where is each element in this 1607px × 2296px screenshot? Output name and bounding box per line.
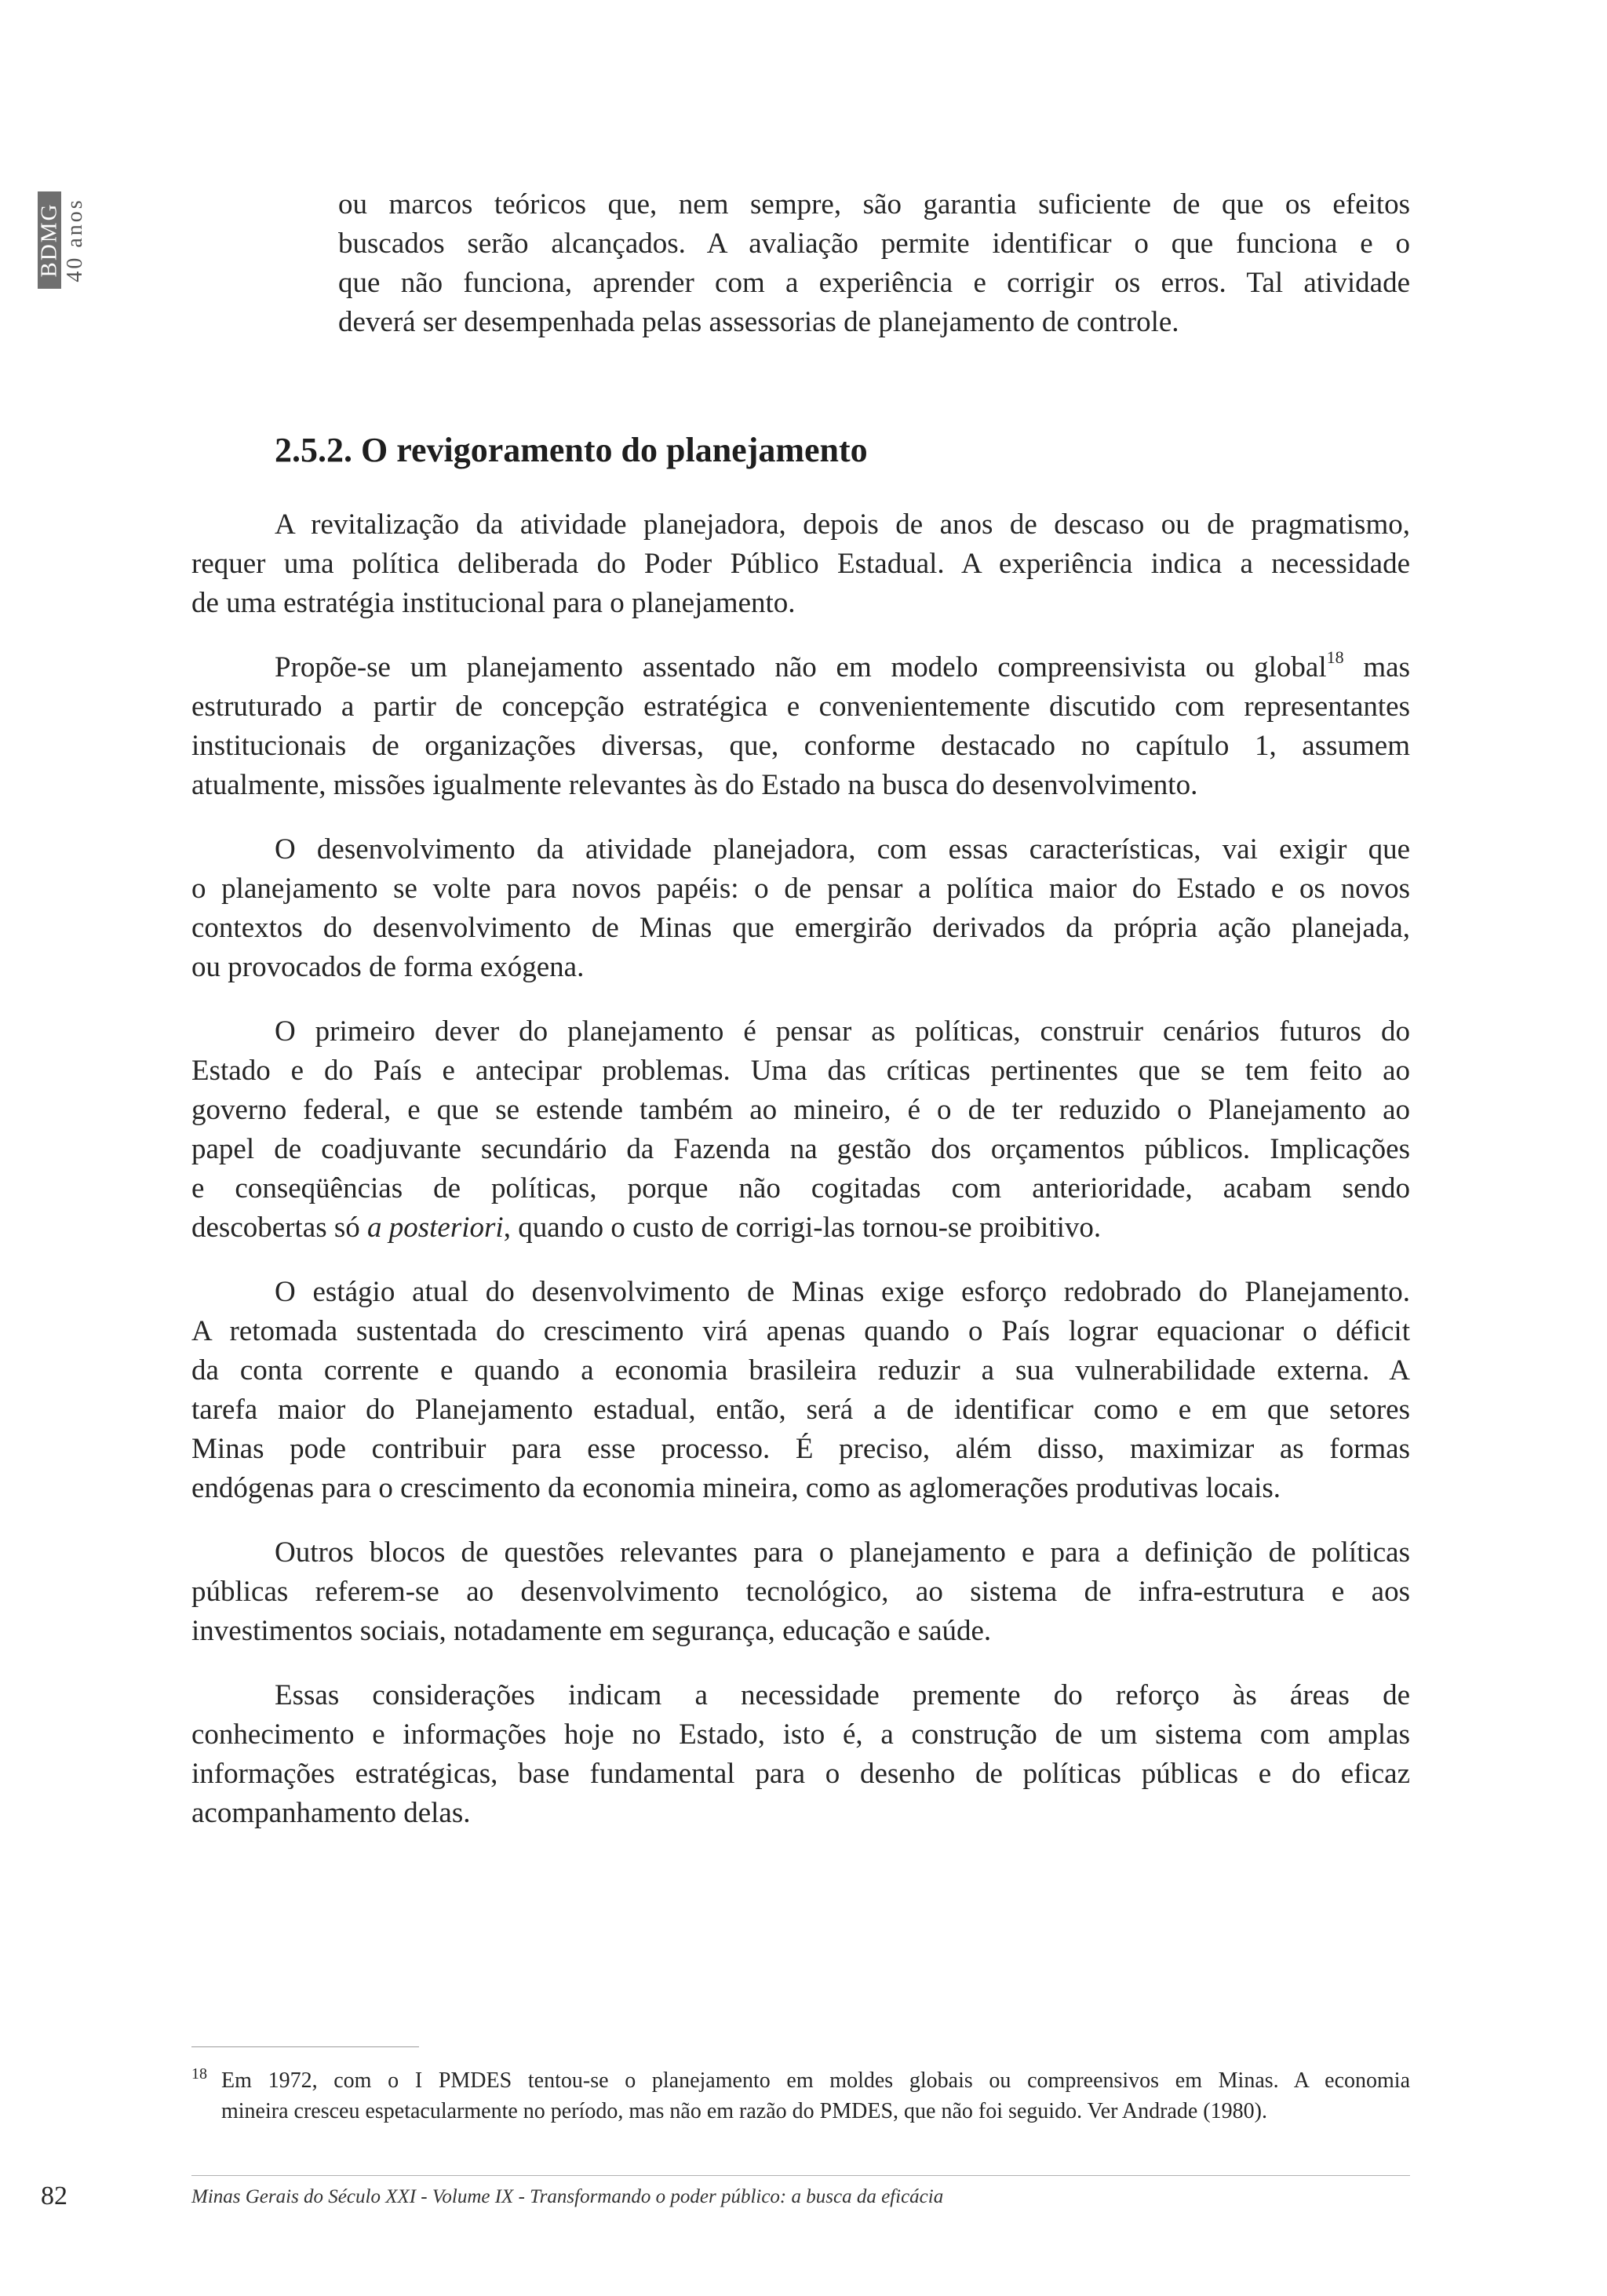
paragraph-2: [191, 648, 1410, 805]
text-line: atualmente, missões igualmente relevantes às do Estado na busca do desenvolvimento.: [191, 769, 1198, 801]
text-line: deverá ser desempenhada pelas assessorias de planejamento de controle.: [338, 306, 1179, 338]
side-tab-logo: [36, 191, 87, 289]
text-line: requer uma política deliberada do Poder Público Estadual. A experiência indica a necessidade: [191, 548, 1410, 580]
text-line: tarefa maior do Planejamento estadual, então, será a de identificar como e em que setores: [191, 1394, 1410, 1426]
text-line: O estágio atual do desenvolvimento de Minas exige esforço redobrado do Planejamento.: [275, 1276, 1410, 1308]
italic-term: a posteriori: [367, 1212, 504, 1244]
text-line: A revitalização da atividade planejadora, depois de anos de descaso ou de pragmatismo,: [275, 508, 1410, 541]
text-line: governo federal, e que se estende também ao mineiro, é o de ter reduzido o Planejamento ao: [191, 1094, 1410, 1126]
text-line: [191, 648, 1410, 687]
text-fragment: Propõe-se um planejamento assentado não em modelo compreensivista ou global: [275, 651, 1327, 683]
text-line: investimentos sociais, notadamente em segurança, educação e saúde.: [191, 1615, 992, 1647]
intro-paragraph: [338, 185, 1410, 342]
side-tab-label: BDMG: [36, 202, 62, 278]
text-fragment: mas: [1343, 651, 1410, 683]
text-line: institucionais de organizações diversas, que, conforme destacado no capítulo 1, assumem: [191, 730, 1410, 762]
text-line: buscados serão alcançados. A avaliação permite identificar o que funciona e o: [338, 228, 1410, 260]
text-fragment: , quando o custo de corrigi-las tornou-se proibitivo.: [503, 1212, 1102, 1244]
footnote-line: mineira cresceu espetacularmente no período, mas não em razão do PMDES, que não foi seguido. Ver Andrade (1980).: [221, 2099, 1267, 2123]
text-line: e conseqüências de políticas, porque não cogitadas com anterioridade, acabam sendo: [191, 1172, 1410, 1204]
footnote-divider: [191, 2046, 419, 2047]
footnote-number: 18: [191, 2065, 207, 2083]
text-line: papel de coadjuvante secundário da Fazenda na gestão dos orçamentos públicos. Implicações: [191, 1133, 1410, 1165]
section-heading: 2.5.2. O revigoramento do planejamento: [275, 431, 868, 469]
page-number: 82: [41, 2181, 67, 2210]
text-fragment: descobertas só: [191, 1212, 367, 1244]
text-line: Estado e do País e antecipar problemas. Uma das críticas pertinentes que se tem feito ao: [191, 1055, 1410, 1087]
paragraph-3: [191, 830, 1410, 987]
text-line: estruturado a partir de concepção estratégica e convenientemente discutido com representantes: [191, 691, 1410, 723]
paragraph-6: [191, 1533, 1410, 1651]
side-tab-box: [38, 191, 61, 289]
text-line: endógenas para o crescimento da economia mineira, como as aglomerações produtivas locais.: [191, 1472, 1281, 1504]
text-line: que não funciona, aprender com a experiência e corrigir os erros. Tal atividade: [338, 267, 1410, 299]
text-line: [191, 1208, 1410, 1248]
footnote-line: Em 1972, com o I PMDES tentou-se o planejamento em moldes globais ou compreensivos em Minas. A economia: [221, 2068, 1410, 2093]
paragraph-1: [191, 505, 1410, 623]
side-tab-sublabel: 40 anos: [63, 198, 87, 282]
footnote: [191, 2065, 1410, 2127]
text-line: ou provocados de forma exógena.: [191, 951, 585, 983]
paragraph-7: [191, 1676, 1410, 1833]
paragraph-4: [191, 1012, 1410, 1248]
text-line: Essas considerações indicam a necessidade premente do reforço às áreas de: [275, 1679, 1410, 1711]
text-line: acompanhamento delas.: [191, 1797, 471, 1829]
paragraph-5: [191, 1273, 1410, 1508]
text-line: informações estratégicas, base fundamental para o desenho de políticas públicas e do eficaz: [191, 1758, 1410, 1790]
text-line: da conta corrente e quando a economia brasileira reduzir a sua vulnerabilidade externa. A: [191, 1354, 1410, 1387]
footer-divider: [191, 2175, 1410, 2176]
footnote-ref[interactable]: 18: [1326, 647, 1344, 667]
text-line: Minas pode contribuir para esse processo. É preciso, além disso, maximizar as formas: [191, 1433, 1410, 1465]
text-line: O primeiro dever do planejamento é pensar as políticas, construir cenários futuros do: [275, 1015, 1410, 1048]
text-line: ou marcos teóricos que, nem sempre, são garantia suficiente de que os efeitos: [338, 188, 1410, 220]
text-line: A retomada sustentada do crescimento virá apenas quando o País lograr equacionar o déficit: [191, 1315, 1410, 1347]
text-line: contextos do desenvolvimento de Minas que emergirão derivados da própria ação planejada,: [191, 912, 1410, 944]
text-line: Outros blocos de questões relevantes para o planejamento e para a definição de políticas: [275, 1536, 1410, 1569]
text-line: O desenvolvimento da atividade planejadora, com essas características, vai exigir que: [275, 833, 1410, 866]
text-line: de uma estratégia institucional para o planejamento.: [191, 587, 796, 619]
text-line: o planejamento se volte para novos papéis: o de pensar a política maior do Estado e os novos: [191, 873, 1410, 905]
text-line: públicas referem-se ao desenvolvimento tecnológico, ao sistema de infra-estrutura e aos: [191, 1576, 1410, 1608]
text-line: conhecimento e informações hoje no Estado, isto é, a construção de um sistema com amplas: [191, 1718, 1410, 1751]
running-footer: Minas Gerais do Século XXI - Volume IX - Transformando o poder público: a busca da eficácia: [191, 2186, 944, 2207]
